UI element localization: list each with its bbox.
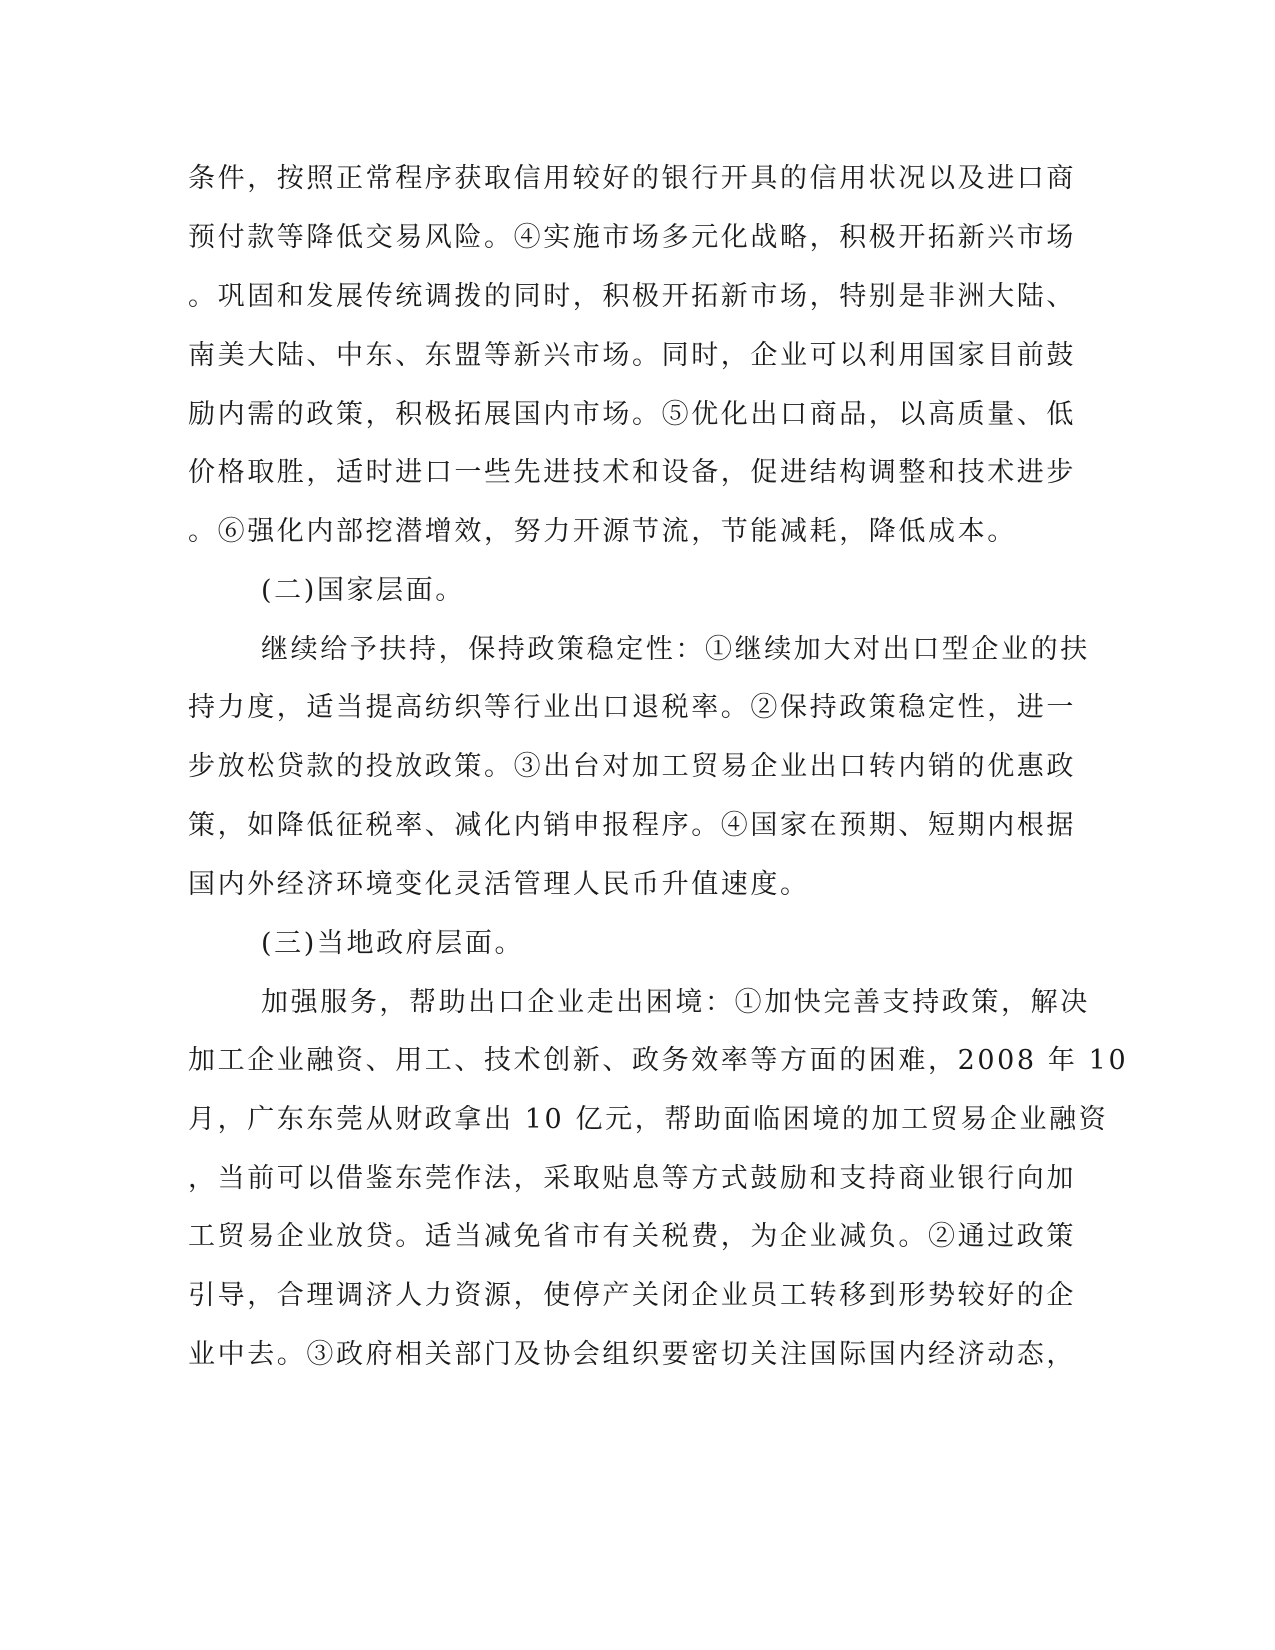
body-text-line: 南美大陆、中东、东盟等新兴市场。同时，企业可以利用国家目前鼓	[188, 340, 1076, 371]
body-text-line: 步放松贷款的投放政策。③出台对加工贸易企业出口转内销的优惠政	[188, 751, 1076, 782]
body-text-line: 业中去。③政府相关部门及协会组织要密切关注国际国内经济动态，	[188, 1339, 1076, 1370]
body-text-line: 引导，合理调济人力资源，使停产关闭企业员工转移到形势较好的企	[188, 1280, 1076, 1311]
body-text-line: 持力度，适当提高纺织等行业出口退税率。②保持政策稳定性，进一	[188, 692, 1076, 723]
section-heading-local-government: (三)当地政府层面。	[261, 928, 525, 959]
body-text-line: 。巩固和发展传统调拨的同时，积极开拓新市场，特别是非洲大陆、	[188, 281, 1076, 312]
body-text-line: 励内需的政策，积极拓展国内市场。⑤优化出口商品，以高质量、低	[188, 399, 1076, 430]
body-text-line: 加工企业融资、用工、技术创新、政务效率等方面的困难，2008 年 10	[188, 1045, 1129, 1076]
section-heading-national: (二)国家层面。	[261, 575, 465, 606]
body-text-line: 工贸易企业放贷。适当减免省市有关税费，为企业减负。②通过政策	[188, 1221, 1076, 1252]
body-text-line: 加强服务，帮助出口企业走出困境：①加快完善支持政策，解决	[261, 987, 1090, 1018]
body-text-line: 价格取胜，适时进口一些先进技术和设备，促进结构调整和技术进步	[188, 457, 1076, 488]
body-text-line: 条件，按照正常程序获取信用较好的银行开具的信用状况以及进口商	[188, 163, 1076, 194]
body-text-line: 预付款等降低交易风险。④实施市场多元化战略，积极开拓新兴市场	[188, 222, 1076, 253]
body-text-line: ，当前可以借鉴东莞作法，采取贴息等方式鼓励和支持商业银行向加	[188, 1163, 1076, 1194]
body-text-line: 。⑥强化内部挖潜增效，努力开源节流，节能减耗，降低成本。	[188, 516, 1017, 547]
body-text-line: 策，如降低征税率、减化内销申报程序。④国家在预期、短期内根据	[188, 810, 1076, 841]
body-text-line: 继续给予扶持，保持政策稳定性：①继续加大对出口型企业的扶	[261, 634, 1090, 665]
body-text-line: 月，广东东莞从财政拿出 10 亿元，帮助面临困境的加工贸易企业融资	[188, 1104, 1109, 1135]
body-text-line: 国内外经济环境变化灵活管理人民币升值速度。	[188, 869, 810, 900]
